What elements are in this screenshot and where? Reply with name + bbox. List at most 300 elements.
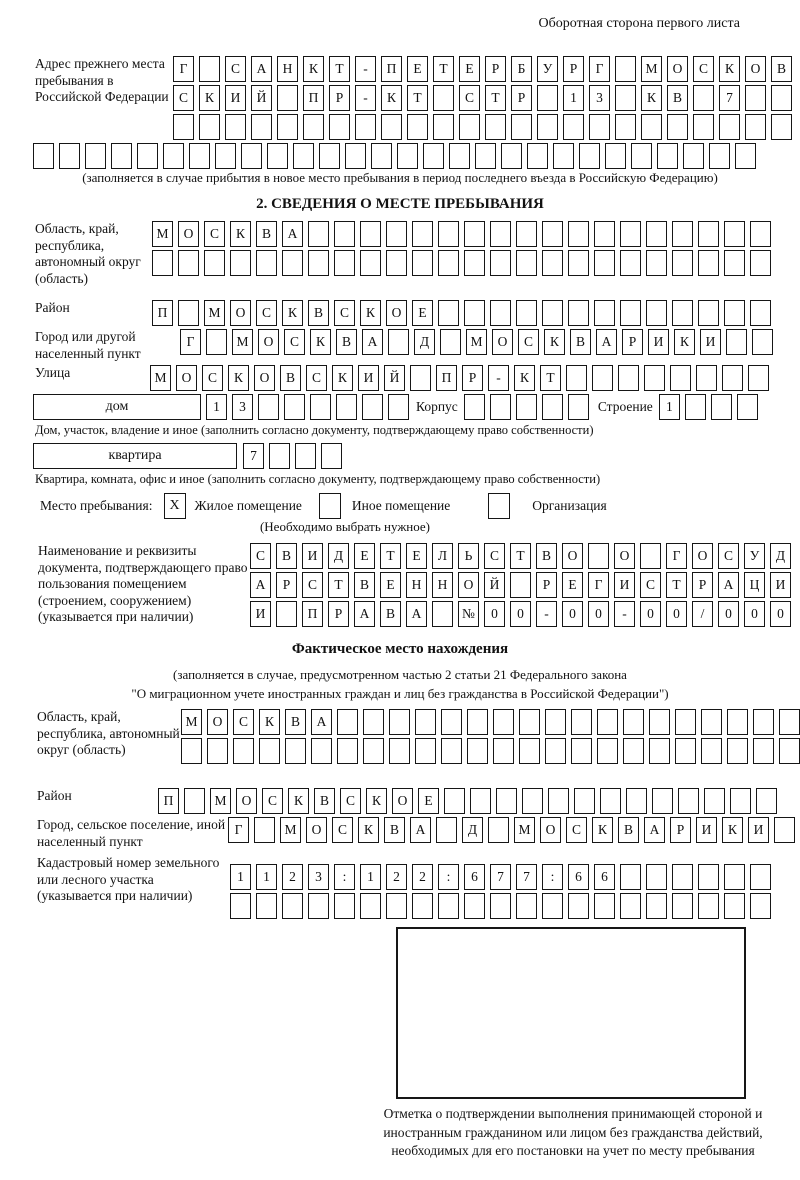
char-cell[interactable]: О (492, 329, 513, 355)
char-cell[interactable] (568, 221, 589, 247)
char-cell[interactable] (724, 300, 745, 326)
char-cell[interactable] (362, 394, 383, 420)
char-cell[interactable]: К (381, 85, 402, 111)
char-cell[interactable] (542, 250, 563, 276)
char-cell[interactable] (152, 250, 173, 276)
char-cell[interactable] (293, 143, 314, 169)
char-cell[interactable] (724, 250, 745, 276)
char-cell[interactable]: Д (328, 543, 349, 569)
char-cell[interactable]: О (236, 788, 257, 814)
char-cell[interactable] (493, 709, 514, 735)
char-cell[interactable]: 2 (282, 864, 303, 890)
char-cell[interactable] (620, 864, 641, 890)
char-cell[interactable]: Р (692, 572, 713, 598)
char-cell[interactable] (750, 864, 771, 890)
char-cell[interactable] (284, 394, 305, 420)
char-cell[interactable]: С (566, 817, 587, 843)
char-cell[interactable]: А (311, 709, 332, 735)
char-cell[interactable]: 0 (770, 601, 791, 627)
char-cell[interactable] (750, 250, 771, 276)
char-cell[interactable]: - (488, 365, 509, 391)
char-cell[interactable] (438, 300, 459, 326)
char-cell[interactable] (568, 893, 589, 919)
char-cell[interactable] (386, 250, 407, 276)
char-cell[interactable] (345, 143, 366, 169)
char-cell[interactable]: 6 (464, 864, 485, 890)
char-cell[interactable]: Р (622, 329, 643, 355)
char-cell[interactable]: 1 (230, 864, 251, 890)
char-cell[interactable] (618, 365, 639, 391)
char-cell[interactable] (685, 394, 706, 420)
char-cell[interactable] (649, 709, 670, 735)
char-cell[interactable] (631, 143, 652, 169)
char-cell[interactable] (620, 893, 641, 919)
char-cell[interactable] (698, 221, 719, 247)
char-cell[interactable] (779, 738, 800, 764)
char-cell[interactable]: 7 (516, 864, 537, 890)
char-cell[interactable] (308, 893, 329, 919)
char-cell[interactable] (397, 143, 418, 169)
char-cell[interactable]: И (250, 601, 271, 627)
char-cell[interactable] (745, 85, 766, 111)
char-cell[interactable]: П (381, 56, 402, 82)
char-cell[interactable] (111, 143, 132, 169)
char-cell[interactable] (488, 817, 509, 843)
char-cell[interactable] (337, 709, 358, 735)
char-cell[interactable]: В (336, 329, 357, 355)
char-cell[interactable] (640, 543, 661, 569)
char-cell[interactable] (672, 221, 693, 247)
char-cell[interactable] (620, 250, 641, 276)
char-cell[interactable] (553, 143, 574, 169)
char-cell[interactable] (522, 788, 543, 814)
char-cell[interactable] (490, 250, 511, 276)
char-cell[interactable]: И (648, 329, 669, 355)
char-cell[interactable] (423, 143, 444, 169)
char-cell[interactable]: А (410, 817, 431, 843)
char-cell[interactable] (475, 143, 496, 169)
char-cell[interactable]: В (570, 329, 591, 355)
char-cell[interactable]: 0 (666, 601, 687, 627)
char-cell[interactable] (433, 114, 454, 140)
char-cell[interactable] (646, 893, 667, 919)
char-cell[interactable] (649, 738, 670, 764)
char-cell[interactable] (241, 143, 262, 169)
char-cell[interactable] (493, 738, 514, 764)
char-cell[interactable]: Т (380, 543, 401, 569)
char-cell[interactable] (571, 738, 592, 764)
char-cell[interactable] (745, 114, 766, 140)
char-cell[interactable]: Р (511, 85, 532, 111)
char-cell[interactable] (722, 365, 743, 391)
kvartira-box[interactable]: квартира (33, 443, 237, 469)
char-cell[interactable]: П (302, 601, 323, 627)
char-cell[interactable]: О (745, 56, 766, 82)
char-cell[interactable]: 0 (484, 601, 505, 627)
char-cell[interactable]: / (692, 601, 713, 627)
char-cell[interactable]: В (285, 709, 306, 735)
char-cell[interactable] (698, 300, 719, 326)
char-cell[interactable] (672, 250, 693, 276)
char-cell[interactable] (748, 365, 769, 391)
char-cell[interactable]: 6 (594, 864, 615, 890)
char-cell[interactable] (464, 394, 485, 420)
char-cell[interactable] (436, 817, 457, 843)
char-cell[interactable]: М (210, 788, 231, 814)
char-cell[interactable] (623, 738, 644, 764)
char-cell[interactable] (516, 394, 537, 420)
char-cell[interactable] (267, 143, 288, 169)
char-cell[interactable]: А (644, 817, 665, 843)
char-cell[interactable]: Р (485, 56, 506, 82)
char-cell[interactable]: № (458, 601, 479, 627)
char-cell[interactable] (464, 221, 485, 247)
char-cell[interactable] (597, 709, 618, 735)
char-cell[interactable] (652, 788, 673, 814)
char-cell[interactable] (574, 788, 595, 814)
char-cell[interactable] (433, 85, 454, 111)
char-cell[interactable] (588, 543, 609, 569)
char-cell[interactable]: М (152, 221, 173, 247)
char-cell[interactable] (204, 250, 225, 276)
char-cell[interactable]: К (259, 709, 280, 735)
char-cell[interactable]: А (251, 56, 272, 82)
char-cell[interactable] (724, 864, 745, 890)
char-cell[interactable]: Е (562, 572, 583, 598)
char-cell[interactable] (516, 250, 537, 276)
char-cell[interactable] (230, 893, 251, 919)
char-cell[interactable]: В (354, 572, 375, 598)
char-cell[interactable]: Т (666, 572, 687, 598)
char-cell[interactable] (303, 114, 324, 140)
char-cell[interactable] (542, 394, 563, 420)
char-cell[interactable]: И (770, 572, 791, 598)
char-cell[interactable]: У (744, 543, 765, 569)
char-cell[interactable] (308, 250, 329, 276)
char-cell[interactable]: А (362, 329, 383, 355)
char-cell[interactable]: Е (418, 788, 439, 814)
char-cell[interactable] (444, 788, 465, 814)
char-cell[interactable] (276, 601, 297, 627)
char-cell[interactable] (441, 709, 462, 735)
char-cell[interactable] (490, 300, 511, 326)
char-cell[interactable] (750, 893, 771, 919)
char-cell[interactable] (178, 250, 199, 276)
char-cell[interactable] (441, 738, 462, 764)
char-cell[interactable] (163, 143, 184, 169)
char-cell[interactable] (490, 221, 511, 247)
char-cell[interactable] (440, 329, 461, 355)
char-cell[interactable] (709, 143, 730, 169)
char-cell[interactable] (277, 85, 298, 111)
char-cell[interactable] (753, 738, 774, 764)
char-cell[interactable]: Н (406, 572, 427, 598)
char-cell[interactable]: О (254, 365, 275, 391)
char-cell[interactable]: 7 (490, 864, 511, 890)
char-cell[interactable]: Т (407, 85, 428, 111)
char-cell[interactable]: К (332, 365, 353, 391)
char-cell[interactable] (623, 709, 644, 735)
char-cell[interactable]: В (618, 817, 639, 843)
char-cell[interactable]: К (641, 85, 662, 111)
char-cell[interactable]: Д (414, 329, 435, 355)
char-cell[interactable]: В (276, 543, 297, 569)
char-cell[interactable]: К (358, 817, 379, 843)
char-cell[interactable] (670, 365, 691, 391)
char-cell[interactable] (542, 221, 563, 247)
char-cell[interactable] (310, 394, 331, 420)
char-cell[interactable] (467, 738, 488, 764)
char-cell[interactable]: Р (328, 601, 349, 627)
char-cell[interactable]: Т (328, 572, 349, 598)
char-cell[interactable]: В (771, 56, 792, 82)
char-cell[interactable]: Г (173, 56, 194, 82)
char-cell[interactable]: К (282, 300, 303, 326)
char-cell[interactable] (490, 394, 511, 420)
char-cell[interactable]: А (282, 221, 303, 247)
char-cell[interactable] (199, 56, 220, 82)
char-cell[interactable] (449, 143, 470, 169)
char-cell[interactable]: К (228, 365, 249, 391)
zhiloe-checkbox[interactable]: X (164, 493, 186, 519)
char-cell[interactable]: И (696, 817, 717, 843)
char-cell[interactable]: 3 (232, 394, 253, 420)
char-cell[interactable] (753, 709, 774, 735)
char-cell[interactable] (329, 114, 350, 140)
char-cell[interactable]: - (355, 85, 376, 111)
char-cell[interactable] (646, 864, 667, 890)
char-cell[interactable]: О (306, 817, 327, 843)
char-cell[interactable]: - (355, 56, 376, 82)
char-cell[interactable]: Т (540, 365, 561, 391)
char-cell[interactable] (693, 85, 714, 111)
char-cell[interactable] (756, 788, 777, 814)
char-cell[interactable]: С (202, 365, 223, 391)
char-cell[interactable] (701, 709, 722, 735)
char-cell[interactable] (256, 250, 277, 276)
char-cell[interactable] (467, 709, 488, 735)
char-cell[interactable]: Т (510, 543, 531, 569)
char-cell[interactable] (355, 114, 376, 140)
char-cell[interactable]: Г (228, 817, 249, 843)
char-cell[interactable] (285, 738, 306, 764)
char-cell[interactable]: Н (277, 56, 298, 82)
char-cell[interactable]: Л (432, 543, 453, 569)
char-cell[interactable] (600, 788, 621, 814)
char-cell[interactable] (537, 85, 558, 111)
char-cell[interactable]: С (284, 329, 305, 355)
char-cell[interactable] (657, 143, 678, 169)
char-cell[interactable] (620, 221, 641, 247)
char-cell[interactable] (277, 114, 298, 140)
char-cell[interactable] (620, 300, 641, 326)
char-cell[interactable]: 6 (568, 864, 589, 890)
char-cell[interactable]: С (334, 300, 355, 326)
char-cell[interactable]: К (366, 788, 387, 814)
char-cell[interactable] (750, 300, 771, 326)
char-cell[interactable] (363, 738, 384, 764)
char-cell[interactable]: О (667, 56, 688, 82)
char-cell[interactable] (407, 114, 428, 140)
char-cell[interactable] (779, 709, 800, 735)
char-cell[interactable] (459, 114, 480, 140)
char-cell[interactable] (711, 394, 732, 420)
char-cell[interactable]: С (302, 572, 323, 598)
char-cell[interactable]: 0 (640, 601, 661, 627)
char-cell[interactable] (698, 864, 719, 890)
organizatsiya-checkbox[interactable] (488, 493, 510, 519)
char-cell[interactable]: И (302, 543, 323, 569)
char-cell[interactable] (594, 300, 615, 326)
char-cell[interactable] (615, 114, 636, 140)
char-cell[interactable]: М (181, 709, 202, 735)
char-cell[interactable]: С (250, 543, 271, 569)
char-cell[interactable] (537, 114, 558, 140)
char-cell[interactable]: О (230, 300, 251, 326)
char-cell[interactable]: Г (588, 572, 609, 598)
char-cell[interactable] (321, 443, 342, 469)
char-cell[interactable] (225, 114, 246, 140)
char-cell[interactable]: П (303, 85, 324, 111)
char-cell[interactable] (415, 738, 436, 764)
char-cell[interactable]: А (596, 329, 617, 355)
char-cell[interactable] (485, 114, 506, 140)
char-cell[interactable]: Г (180, 329, 201, 355)
char-cell[interactable] (774, 817, 795, 843)
char-cell[interactable]: И (225, 85, 246, 111)
char-cell[interactable] (693, 114, 714, 140)
char-cell[interactable]: 0 (510, 601, 531, 627)
char-cell[interactable] (752, 329, 773, 355)
char-cell[interactable] (672, 300, 693, 326)
char-cell[interactable]: С (204, 221, 225, 247)
char-cell[interactable] (594, 250, 615, 276)
char-cell[interactable] (464, 250, 485, 276)
char-cell[interactable] (178, 300, 199, 326)
char-cell[interactable] (438, 221, 459, 247)
char-cell[interactable] (594, 221, 615, 247)
char-cell[interactable]: К (514, 365, 535, 391)
char-cell[interactable] (542, 300, 563, 326)
char-cell[interactable]: Е (412, 300, 433, 326)
char-cell[interactable] (381, 114, 402, 140)
char-cell[interactable] (771, 85, 792, 111)
char-cell[interactable] (626, 788, 647, 814)
char-cell[interactable] (496, 788, 517, 814)
char-cell[interactable]: И (700, 329, 721, 355)
char-cell[interactable]: : (542, 864, 563, 890)
char-cell[interactable]: К (360, 300, 381, 326)
char-cell[interactable]: К (288, 788, 309, 814)
char-cell[interactable]: 0 (588, 601, 609, 627)
char-cell[interactable] (389, 738, 410, 764)
char-cell[interactable] (675, 738, 696, 764)
char-cell[interactable]: Г (589, 56, 610, 82)
char-cell[interactable]: С (233, 709, 254, 735)
char-cell[interactable] (199, 114, 220, 140)
char-cell[interactable] (516, 893, 537, 919)
char-cell[interactable]: Е (459, 56, 480, 82)
char-cell[interactable]: М (641, 56, 662, 82)
char-cell[interactable]: 1 (360, 864, 381, 890)
char-cell[interactable]: Б (511, 56, 532, 82)
char-cell[interactable]: К (310, 329, 331, 355)
char-cell[interactable] (605, 143, 626, 169)
char-cell[interactable] (592, 365, 613, 391)
char-cell[interactable] (412, 893, 433, 919)
char-cell[interactable]: Р (563, 56, 584, 82)
char-cell[interactable] (750, 221, 771, 247)
char-cell[interactable] (545, 709, 566, 735)
char-cell[interactable] (259, 738, 280, 764)
char-cell[interactable]: Р (670, 817, 691, 843)
char-cell[interactable]: Е (407, 56, 428, 82)
char-cell[interactable] (388, 329, 409, 355)
char-cell[interactable] (282, 250, 303, 276)
char-cell[interactable] (641, 114, 662, 140)
char-cell[interactable]: 2 (412, 864, 433, 890)
char-cell[interactable] (519, 709, 540, 735)
char-cell[interactable]: К (719, 56, 740, 82)
char-cell[interactable]: М (280, 817, 301, 843)
char-cell[interactable] (464, 300, 485, 326)
char-cell[interactable] (360, 250, 381, 276)
char-cell[interactable]: А (406, 601, 427, 627)
char-cell[interactable] (724, 893, 745, 919)
char-cell[interactable]: О (614, 543, 635, 569)
char-cell[interactable]: Т (485, 85, 506, 111)
char-cell[interactable] (516, 221, 537, 247)
char-cell[interactable] (438, 250, 459, 276)
char-cell[interactable]: Е (354, 543, 375, 569)
char-cell[interactable] (415, 709, 436, 735)
char-cell[interactable]: Д (770, 543, 791, 569)
char-cell[interactable] (644, 365, 665, 391)
char-cell[interactable] (360, 221, 381, 247)
char-cell[interactable] (308, 221, 329, 247)
char-cell[interactable] (412, 221, 433, 247)
char-cell[interactable]: С (340, 788, 361, 814)
char-cell[interactable] (566, 365, 587, 391)
char-cell[interactable] (490, 893, 511, 919)
char-cell[interactable] (542, 893, 563, 919)
char-cell[interactable]: 0 (718, 601, 739, 627)
char-cell[interactable] (672, 893, 693, 919)
char-cell[interactable] (548, 788, 569, 814)
char-cell[interactable] (672, 864, 693, 890)
char-cell[interactable]: И (358, 365, 379, 391)
char-cell[interactable]: - (536, 601, 557, 627)
char-cell[interactable]: В (384, 817, 405, 843)
char-cell[interactable]: К (544, 329, 565, 355)
char-cell[interactable] (698, 893, 719, 919)
char-cell[interactable]: С (518, 329, 539, 355)
char-cell[interactable] (319, 143, 340, 169)
char-cell[interactable]: В (280, 365, 301, 391)
char-cell[interactable]: О (692, 543, 713, 569)
char-cell[interactable]: К (722, 817, 743, 843)
char-cell[interactable] (646, 221, 667, 247)
char-cell[interactable] (571, 709, 592, 735)
char-cell[interactable]: С (225, 56, 246, 82)
char-cell[interactable]: С (693, 56, 714, 82)
char-cell[interactable]: Д (462, 817, 483, 843)
char-cell[interactable] (646, 250, 667, 276)
char-cell[interactable]: С (484, 543, 505, 569)
char-cell[interactable] (181, 738, 202, 764)
char-cell[interactable] (667, 114, 688, 140)
char-cell[interactable]: В (536, 543, 557, 569)
